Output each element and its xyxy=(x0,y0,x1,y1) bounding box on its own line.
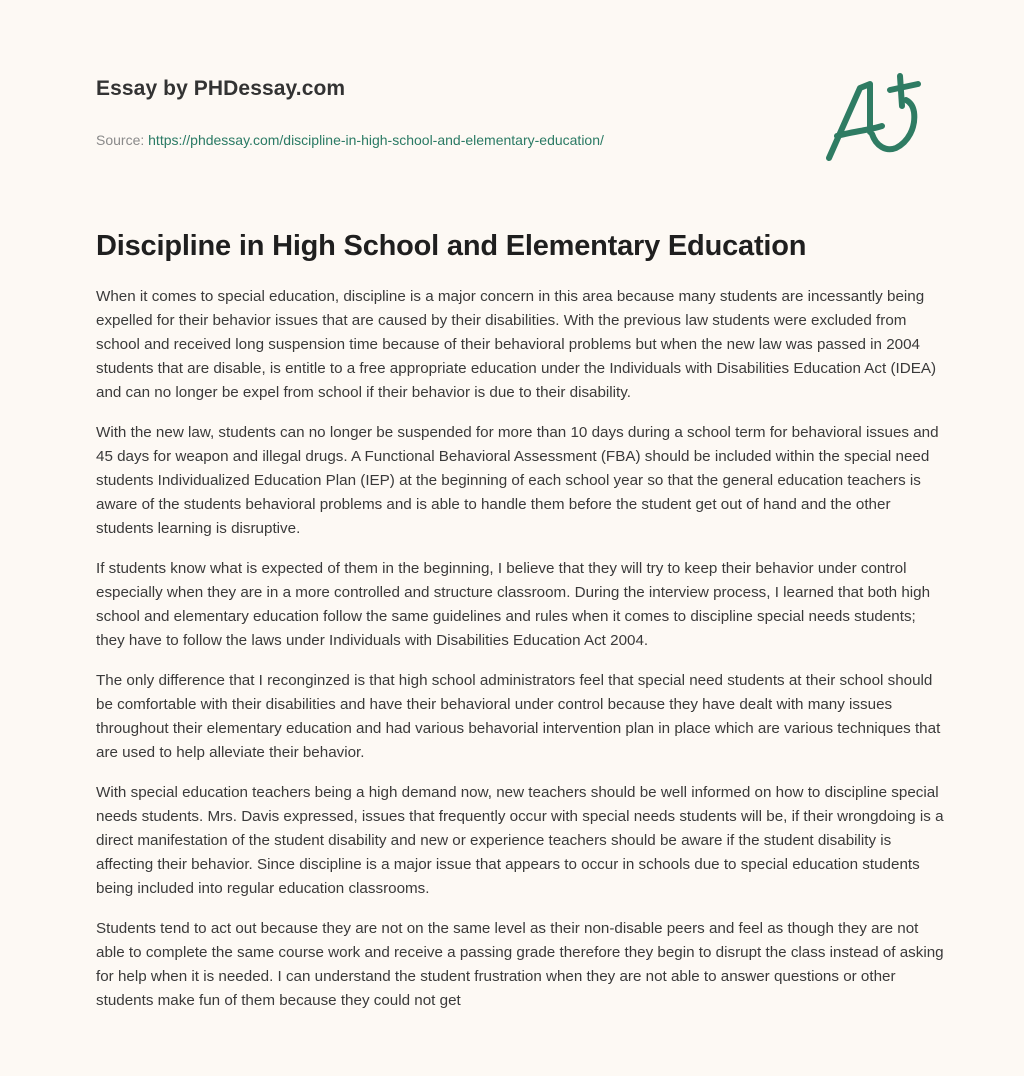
essay-paragraph: With special education teachers being a high demand now, new teachers should be well informed on how to discipline special needs students. Mrs. Davis expressed, issues that frequently occur with special needs students will be, if their wrongdoing is a direct manifestation of the student disability and new or experience teachers should be aware if the student disability is affecting their behavior. Since discipline is a major issue that appears to occur in schools due to special education students being included into regular education classrooms. xyxy=(96,784,944,897)
source-label: Source: xyxy=(96,132,145,148)
essay-paragraph: Students tend to act out because they are not on the same level as their non-disable peers and feel as though they are not able to complete the same course work and receive a passing grade therefore they begin to disrupt the class instead of asking for help when it is needed. I can understand the student frustration when they are not able to answer questions or other students make fun of them because they could not get xyxy=(96,920,944,1009)
site-title: Essay by PHDessay.com xyxy=(96,77,346,100)
essay-title: Discipline in High School and Elementary Education xyxy=(96,230,807,262)
essay-paragraph: If students know what is expected of them in the beginning, I believe that they will try to keep their behavior under control especially when they are in a more controlled and structure classroom. During the interview process, I learned that both high school and elementary education follow the same guidelines and rules when it comes to discipline special needs students; they have to follow the laws under Individuals with Disabilities Education Act 2004. xyxy=(96,560,931,649)
essay-paragraph: With the new law, students can no longer be suspended for more than 10 days during a school term for behavioral issues and 45 days for weapon and illegal drugs. A Functional Behavioral Assessment (FBA) should be included within the special need students Individualized Education Plan (IEP) at the beginning of each school year so that the general education teachers is aware of the students behavioral problems and is able to handle them before the student get out of hand and the other students learning is disruptive. xyxy=(96,424,939,537)
page-header xyxy=(96,74,796,150)
source-link[interactable]: https://phdessay.com/discipline-in-high-school-and-elementary-education/ xyxy=(148,132,604,148)
essay-body xyxy=(96,285,944,1029)
a-plus-grade-icon xyxy=(820,66,930,166)
source-line xyxy=(96,130,796,150)
essay-paragraph: The only difference that I reconginzed is that high school administrators feel that special need students at their school should be comfortable with their disabilities and have their behavioral under control because they have dealt with many issues throughout their elementary education and had various behavorial intervention plan in place which are various techniques that are used to help alleviate their behavior. xyxy=(96,672,941,761)
essay-paragraph: When it comes to special education, discipline is a major concern in this area because many students are incessantly being expelled for their behavior issues that are caused by their disabilities. With the previous law students were excluded from school and received long suspension time because of their behavioral problems but when the new law was passed in 2004 students that are disable, is entitle to a free appropriate education under the Individuals with Disabilities Education Act (IDEA) and can no longer be expel from school if their behavior is due to their disability. xyxy=(96,288,937,401)
